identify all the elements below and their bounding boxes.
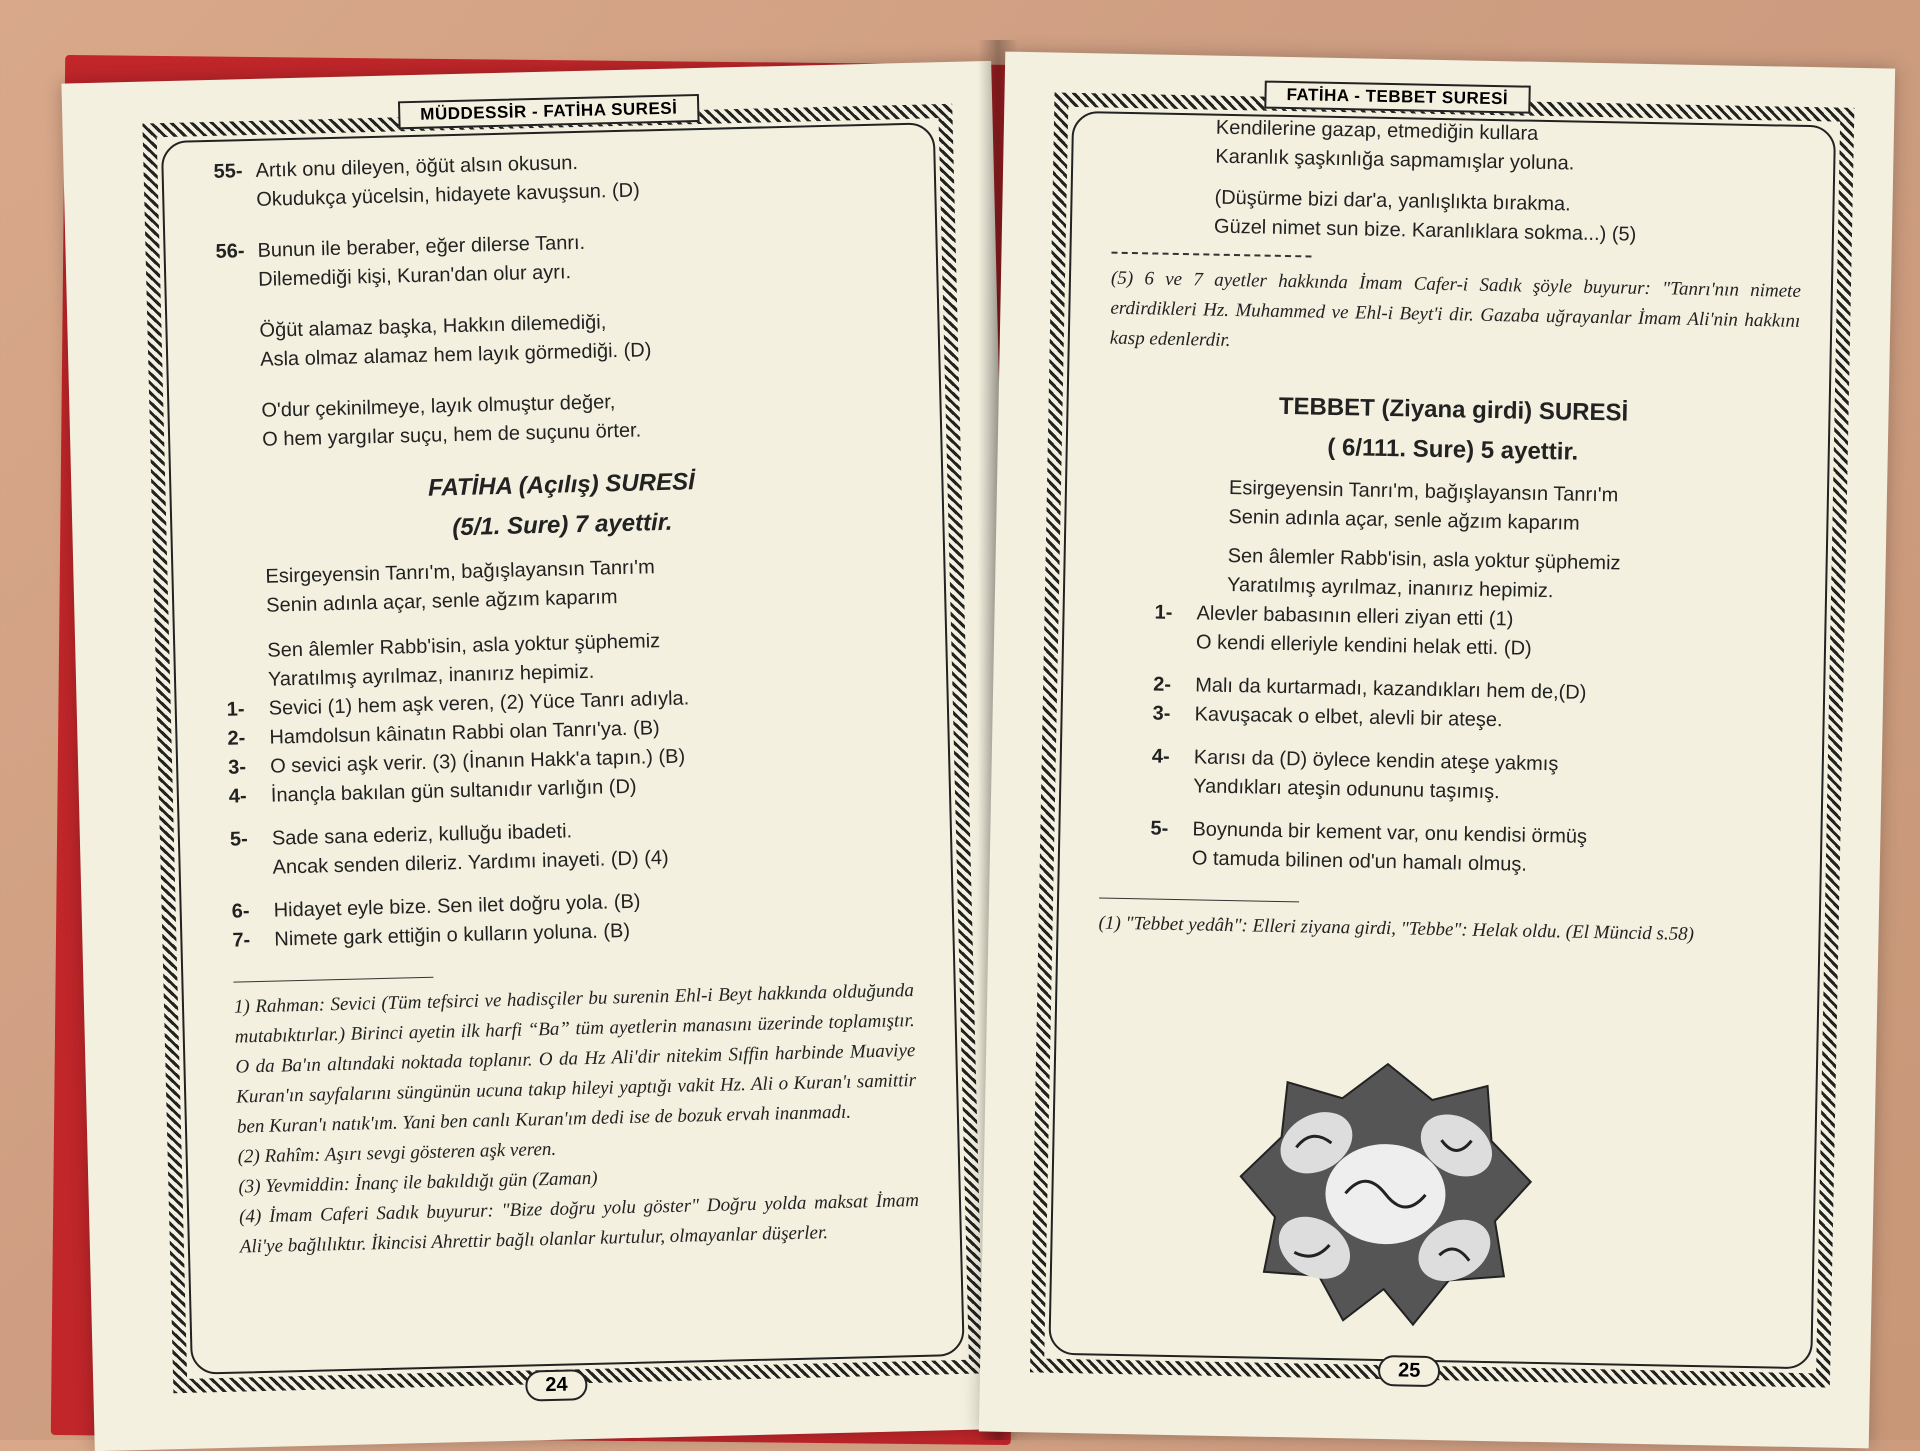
verse-number: 5- xyxy=(1150,817,1169,840)
footnote-divider xyxy=(233,977,433,983)
verse-line: Öğüt alamaz başka, Hakkın dilemediği, xyxy=(259,311,607,342)
verse xyxy=(1172,183,1803,253)
sure-subtitle: ( 6/111. Sure) 5 ayettir. xyxy=(1327,433,1579,466)
verse-number: 4- xyxy=(228,785,247,808)
verse-line: Yaratılmış ayrılmaz, inanırız hepimiz. xyxy=(1226,573,1554,603)
verse-number xyxy=(223,563,266,622)
sure-title: TEBBET (Ziyana girdi) SURESİ xyxy=(1278,392,1629,427)
verse-number: 5- xyxy=(229,828,249,851)
verse-line: Alevler babasının elleri ziyan etti (1) xyxy=(1196,602,1514,631)
verse xyxy=(1173,113,1804,183)
verse-number: 1- xyxy=(1154,601,1173,624)
verse-line: Sevici (1) hem aşk veren, (2) Yüce Tanrı adıyla. xyxy=(268,687,690,720)
verse-list xyxy=(226,679,912,956)
footnote-item: (2) Rahîm: Aşırı sevgi gösteren aşk veren. xyxy=(237,1138,557,1168)
verse-list xyxy=(1100,598,1795,885)
verse xyxy=(1151,743,1792,813)
left-page-header: MÜDDESSİR - FATİHA SURESİ xyxy=(398,94,700,129)
verse-number: 1- xyxy=(226,698,245,721)
verse-line: Sen âlemler Rabb'isin, asla yoktur şüphemiz xyxy=(267,630,661,662)
verse xyxy=(1150,815,1791,885)
verse-number xyxy=(1173,113,1216,172)
verse-number: 2- xyxy=(1152,673,1172,696)
verse-number xyxy=(217,317,260,376)
verse-line: Esirgeyensin Tanrı'm, bağışlayansın Tanrı'm xyxy=(1228,476,1619,507)
verse-line: Malı da kurtarmadı, kazandıkları hem de,(D) xyxy=(1194,674,1587,704)
right-page xyxy=(979,52,1895,1449)
calligraphy-rosette-icon xyxy=(1233,1056,1538,1337)
verse xyxy=(1186,473,1797,543)
verse-line: Hamdolsun kâinatın Rabbi olan Tanrı'ya. (B) xyxy=(269,717,660,749)
verse-line: O'dur çekinilmeye, layık olmuştur değer, xyxy=(261,391,616,422)
footnotes xyxy=(234,976,920,1263)
right-page-content xyxy=(1098,112,1804,952)
verse xyxy=(230,809,911,884)
verse xyxy=(217,301,898,376)
verse-line: Artık onu dileyen, öğüt alsın okusun. xyxy=(255,151,579,182)
verse-line: O tamuda bilinen od'un hamalı olmuş. xyxy=(1191,847,1528,876)
verse-line: Senin adınla açar, senle ağzım kaparım xyxy=(265,586,618,617)
verse-number: 4- xyxy=(1151,745,1170,768)
footnote-item: (3) Yevmiddin: İnanç ile bakıldığı gün (Zaman) xyxy=(238,1167,598,1198)
verse-line: Güzel nimet sun bize. Karanlıklara sokma...) (5) xyxy=(1213,215,1637,246)
verse xyxy=(215,221,896,296)
verse-line: Karanlık şaşkınlığa sapmamışlar yoluna. xyxy=(1215,145,1575,175)
verse-line: Nimete gark ettiğin o kulların yoluna. (B) xyxy=(274,919,631,951)
verse-line: Ancak senden dileriz. Yardımı inayeti. (D) (4) xyxy=(272,846,669,879)
verse-line: İnançla bakılan gün sultanıdır varlığın (D) xyxy=(270,775,637,807)
verse-line: O hem yargılar suçu, hem de suçunu örter. xyxy=(261,419,642,451)
footnote: (1) "Tebbet yedâh": Elleri ziyana girdi, "Tebbe": Helak oldu. (El Müncid s.58) xyxy=(1098,912,1695,945)
verse-line: O kendi elleriyle kendini helak etti. (D) xyxy=(1195,631,1532,660)
note-5: (5) 6 ve 7 ayetler hakkında İmam Cafer-i Sadık şöyle buyurur: "Tanrı'nın nimete erdirdikleri Hz. Muhammed ve Ehl-i Beyt'i dir. Gazaba uğrayanlar İmam Ali'nin hakkını kasp edenlerdir. xyxy=(1109,267,1802,351)
sure-title: FATİHA (Açılış) SURESİ xyxy=(427,468,696,502)
verse-line: (Düşürme bizi dar'a, yanlışlıkta bırakma. xyxy=(1214,186,1571,216)
sure-subtitle: (5/1. Sure) 7 ayettir. xyxy=(452,508,673,542)
footnote-item: 1) Rahman: Sevici (Tüm tefsirci ve hadisçiler bu surenin Ehl-i Beyt hakkında olduğunda mutabıktırlar.) Birinci ayetin ilk harfi “Ba” tüm ayetlerin manasını üzerinde toplamıştır. O da Ba'ın altındaki noktada toplanır. O da Hz Ali'dir nitekim Sıffin harbinde Muaviye Kuran'ın sayfalarını süngünün ucuna takıp hileyi yaptığı vakit Hz. Ali o Kuran'ı samittir ben Kuran'ı natık'ım. Yani ben canlı Kuran'ım dedi ise de bozuk ervah inanmadı. xyxy=(233,980,917,1138)
verse-number xyxy=(219,397,262,456)
verse-number xyxy=(1185,541,1228,600)
verse-line: Asla olmaz alamaz hem layık görmediği. (D) xyxy=(259,339,652,371)
verse-number xyxy=(1186,473,1229,532)
page-number: 24 xyxy=(525,1369,588,1402)
verse-number xyxy=(1172,183,1215,242)
verse-number: 6- xyxy=(231,900,250,923)
page-number: 25 xyxy=(1378,1355,1441,1387)
verse-number: 3- xyxy=(227,756,247,779)
footnote-divider xyxy=(1099,898,1299,903)
verse-line: Yaratılmış ayrılmaz, inanırız hepimiz. xyxy=(267,660,595,691)
footnote-item: (4) İmam Caferi Sadık buyurur: "Bize doğru yolu göster" Doğru yolda maksat İmam Ali'ye bağlılıktır. İkincisi Ahrettir bağlı olanlar kurtulur, olmayanlar düşerler. xyxy=(238,1189,920,1258)
right-page-header: FATİHA - TEBBET SURESİ xyxy=(1264,81,1530,114)
verse-number: 3- xyxy=(1152,702,1171,725)
verse-line: Kendilerine gazap, etmediğin kullara xyxy=(1215,116,1539,145)
verse-line: Boynunda bir kement var, onu kendisi örmüş xyxy=(1192,818,1588,848)
intro-verses xyxy=(1105,472,1797,611)
verse-line: Sade sana ederiz, kulluğu ibadeti. xyxy=(271,820,573,850)
verse-number xyxy=(225,637,268,696)
verse-line: Karısı da (D) öylece kendin ateşe yakmış xyxy=(1193,746,1559,776)
verse-number: 55- xyxy=(213,160,243,183)
intro-verses xyxy=(223,547,906,696)
verse-group-top xyxy=(1112,112,1804,253)
left-page xyxy=(61,61,1024,1451)
verse-line: Esirgeyensin Tanrı'm, bağışlayansın Tanrı'm xyxy=(265,556,656,588)
left-page-content xyxy=(213,141,920,1262)
verse-line: O sevici aşk verir. (3) (İnanın Hakk'a tapın.) (B) xyxy=(269,745,686,778)
verse-line: Dilemediği kişi, Kuran'dan olur ayrı. xyxy=(258,261,572,291)
note-divider xyxy=(1111,252,1311,258)
verse-line: Senin adınla açar, senle ağzım kaparım xyxy=(1228,505,1580,535)
verse-line: Kavuşacak o elbet, alevli bir ateşe. xyxy=(1194,703,1503,732)
verse-group-top xyxy=(213,141,900,456)
verse-line: Bunun ile beraber, eğer dilerse Tanrı. xyxy=(257,231,586,262)
verse-line: Sen âlemler Rabb'isin, asla yoktur şüphemiz xyxy=(1227,544,1621,575)
verse-number: 7- xyxy=(232,929,251,952)
verse-number: 56- xyxy=(215,240,245,263)
verse-line: Okudukça yücelsin, hidayete kavuşsun. (D) xyxy=(256,179,640,211)
verse-number: 2- xyxy=(227,727,246,750)
verse-line: Hidayet eyle bize. Sen ilet doğru yola. (B) xyxy=(273,890,641,922)
verse xyxy=(1154,599,1795,669)
verse-line: Yandıkları ateşin odununu taşımış. xyxy=(1193,775,1500,804)
